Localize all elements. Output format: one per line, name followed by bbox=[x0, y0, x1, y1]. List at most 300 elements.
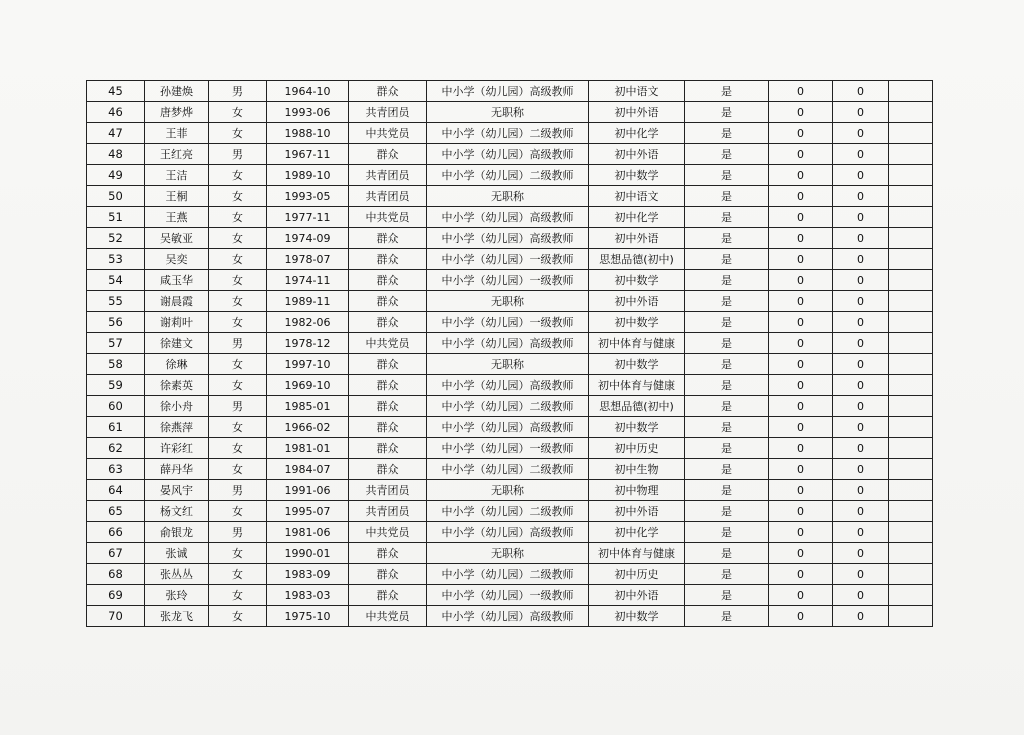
name-cell: 薛丹华 bbox=[145, 459, 209, 480]
count-b-cell: 0 bbox=[833, 375, 889, 396]
count-a-cell: 0 bbox=[769, 438, 833, 459]
birth-date-cell: 1983-09 bbox=[267, 564, 349, 585]
count-b-cell: 0 bbox=[833, 207, 889, 228]
gender-cell: 男 bbox=[209, 333, 267, 354]
seq-cell: 54 bbox=[87, 270, 145, 291]
table-row bbox=[87, 417, 933, 438]
seq-cell: 50 bbox=[87, 186, 145, 207]
count-b-cell: 0 bbox=[833, 396, 889, 417]
political-status-cell: 群众 bbox=[349, 375, 427, 396]
name-cell: 谢莉叶 bbox=[145, 312, 209, 333]
birth-date-cell: 1982-06 bbox=[267, 312, 349, 333]
political-status-cell: 群众 bbox=[349, 396, 427, 417]
flag-cell: 是 bbox=[685, 564, 769, 585]
blank-cell bbox=[889, 270, 933, 291]
count-a-cell: 0 bbox=[769, 165, 833, 186]
birth-date-cell: 1984-07 bbox=[267, 459, 349, 480]
subject-cell: 初中化学 bbox=[589, 207, 685, 228]
name-cell: 俞银龙 bbox=[145, 522, 209, 543]
gender-cell: 男 bbox=[209, 522, 267, 543]
table-row bbox=[87, 123, 933, 144]
count-a-cell: 0 bbox=[769, 144, 833, 165]
table-row bbox=[87, 606, 933, 627]
title-cell: 中小学（幼儿园）二级教师 bbox=[427, 501, 589, 522]
title-cell: 中小学（幼儿园）高级教师 bbox=[427, 417, 589, 438]
table-row bbox=[87, 459, 933, 480]
count-a-cell: 0 bbox=[769, 585, 833, 606]
gender-cell: 男 bbox=[209, 480, 267, 501]
birth-date-cell: 1988-10 bbox=[267, 123, 349, 144]
subject-cell: 初中外语 bbox=[589, 585, 685, 606]
count-b-cell: 0 bbox=[833, 165, 889, 186]
birth-date-cell: 1978-12 bbox=[267, 333, 349, 354]
title-cell: 中小学（幼儿园）二级教师 bbox=[427, 459, 589, 480]
flag-cell: 是 bbox=[685, 123, 769, 144]
table-row bbox=[87, 270, 933, 291]
birth-date-cell: 1985-01 bbox=[267, 396, 349, 417]
name-cell: 徐琳 bbox=[145, 354, 209, 375]
birth-date-cell: 1978-07 bbox=[267, 249, 349, 270]
blank-cell bbox=[889, 354, 933, 375]
blank-cell bbox=[889, 207, 933, 228]
gender-cell: 女 bbox=[209, 102, 267, 123]
count-a-cell: 0 bbox=[769, 102, 833, 123]
seq-cell: 63 bbox=[87, 459, 145, 480]
seq-cell: 69 bbox=[87, 585, 145, 606]
seq-cell: 55 bbox=[87, 291, 145, 312]
name-cell: 吴奕 bbox=[145, 249, 209, 270]
political-status-cell: 群众 bbox=[349, 459, 427, 480]
title-cell: 无职称 bbox=[427, 354, 589, 375]
political-status-cell: 群众 bbox=[349, 585, 427, 606]
blank-cell bbox=[889, 459, 933, 480]
seq-cell: 70 bbox=[87, 606, 145, 627]
birth-date-cell: 1997-10 bbox=[267, 354, 349, 375]
blank-cell bbox=[889, 438, 933, 459]
flag-cell: 是 bbox=[685, 375, 769, 396]
title-cell: 中小学（幼儿园）高级教师 bbox=[427, 144, 589, 165]
subject-cell: 初中数学 bbox=[589, 270, 685, 291]
gender-cell: 女 bbox=[209, 249, 267, 270]
count-b-cell: 0 bbox=[833, 102, 889, 123]
count-a-cell: 0 bbox=[769, 228, 833, 249]
blank-cell bbox=[889, 249, 933, 270]
count-b-cell: 0 bbox=[833, 270, 889, 291]
count-a-cell: 0 bbox=[769, 81, 833, 102]
title-cell: 无职称 bbox=[427, 291, 589, 312]
political-status-cell: 群众 bbox=[349, 291, 427, 312]
seq-cell: 48 bbox=[87, 144, 145, 165]
flag-cell: 是 bbox=[685, 501, 769, 522]
political-status-cell: 中共党员 bbox=[349, 123, 427, 144]
seq-cell: 45 bbox=[87, 81, 145, 102]
table-row bbox=[87, 333, 933, 354]
gender-cell: 女 bbox=[209, 459, 267, 480]
political-status-cell: 群众 bbox=[349, 564, 427, 585]
roster-body bbox=[87, 81, 933, 627]
political-status-cell: 共青团员 bbox=[349, 480, 427, 501]
subject-cell: 初中体育与健康 bbox=[589, 543, 685, 564]
subject-cell: 初中外语 bbox=[589, 501, 685, 522]
count-a-cell: 0 bbox=[769, 564, 833, 585]
blank-cell bbox=[889, 81, 933, 102]
birth-date-cell: 1964-10 bbox=[267, 81, 349, 102]
title-cell: 无职称 bbox=[427, 543, 589, 564]
name-cell: 吴敏亚 bbox=[145, 228, 209, 249]
seq-cell: 56 bbox=[87, 312, 145, 333]
flag-cell: 是 bbox=[685, 186, 769, 207]
birth-date-cell: 1989-11 bbox=[267, 291, 349, 312]
political-status-cell: 共青团员 bbox=[349, 102, 427, 123]
name-cell: 许彩红 bbox=[145, 438, 209, 459]
subject-cell: 初中历史 bbox=[589, 438, 685, 459]
gender-cell: 女 bbox=[209, 207, 267, 228]
political-status-cell: 群众 bbox=[349, 354, 427, 375]
subject-cell: 思想品德(初中) bbox=[589, 396, 685, 417]
subject-cell: 初中数学 bbox=[589, 417, 685, 438]
subject-cell: 初中化学 bbox=[589, 123, 685, 144]
table-row bbox=[87, 312, 933, 333]
blank-cell bbox=[889, 312, 933, 333]
subject-cell: 初中历史 bbox=[589, 564, 685, 585]
flag-cell: 是 bbox=[685, 459, 769, 480]
blank-cell bbox=[889, 186, 933, 207]
blank-cell bbox=[889, 564, 933, 585]
blank-cell bbox=[889, 375, 933, 396]
political-status-cell: 群众 bbox=[349, 312, 427, 333]
blank-cell bbox=[889, 522, 933, 543]
subject-cell: 初中数学 bbox=[589, 165, 685, 186]
name-cell: 张龙飞 bbox=[145, 606, 209, 627]
blank-cell bbox=[889, 606, 933, 627]
title-cell: 中小学（幼儿园）一级教师 bbox=[427, 438, 589, 459]
table-row bbox=[87, 480, 933, 501]
title-cell: 中小学（幼儿园）高级教师 bbox=[427, 228, 589, 249]
count-b-cell: 0 bbox=[833, 333, 889, 354]
subject-cell: 初中数学 bbox=[589, 354, 685, 375]
count-b-cell: 0 bbox=[833, 606, 889, 627]
table-row bbox=[87, 501, 933, 522]
flag-cell: 是 bbox=[685, 606, 769, 627]
name-cell: 咸玉华 bbox=[145, 270, 209, 291]
count-b-cell: 0 bbox=[833, 522, 889, 543]
name-cell: 王桐 bbox=[145, 186, 209, 207]
table-row bbox=[87, 543, 933, 564]
birth-date-cell: 1975-10 bbox=[267, 606, 349, 627]
title-cell: 中小学（幼儿园）一级教师 bbox=[427, 249, 589, 270]
seq-cell: 57 bbox=[87, 333, 145, 354]
gender-cell: 女 bbox=[209, 312, 267, 333]
table-row bbox=[87, 354, 933, 375]
flag-cell: 是 bbox=[685, 312, 769, 333]
blank-cell bbox=[889, 585, 933, 606]
blank-cell bbox=[889, 333, 933, 354]
name-cell: 王红亮 bbox=[145, 144, 209, 165]
flag-cell: 是 bbox=[685, 438, 769, 459]
count-a-cell: 0 bbox=[769, 333, 833, 354]
gender-cell: 男 bbox=[209, 144, 267, 165]
seq-cell: 68 bbox=[87, 564, 145, 585]
count-a-cell: 0 bbox=[769, 186, 833, 207]
seq-cell: 58 bbox=[87, 354, 145, 375]
blank-cell bbox=[889, 165, 933, 186]
seq-cell: 64 bbox=[87, 480, 145, 501]
subject-cell: 初中体育与健康 bbox=[589, 333, 685, 354]
flag-cell: 是 bbox=[685, 396, 769, 417]
gender-cell: 女 bbox=[209, 228, 267, 249]
count-b-cell: 0 bbox=[833, 438, 889, 459]
title-cell: 中小学（幼儿园）二级教师 bbox=[427, 396, 589, 417]
blank-cell bbox=[889, 228, 933, 249]
title-cell: 无职称 bbox=[427, 102, 589, 123]
gender-cell: 女 bbox=[209, 606, 267, 627]
count-a-cell: 0 bbox=[769, 354, 833, 375]
title-cell: 中小学（幼儿园）一级教师 bbox=[427, 585, 589, 606]
count-b-cell: 0 bbox=[833, 249, 889, 270]
name-cell: 张玲 bbox=[145, 585, 209, 606]
gender-cell: 女 bbox=[209, 438, 267, 459]
subject-cell: 初中外语 bbox=[589, 228, 685, 249]
flag-cell: 是 bbox=[685, 228, 769, 249]
count-a-cell: 0 bbox=[769, 522, 833, 543]
blank-cell bbox=[889, 291, 933, 312]
teacher-roster-table bbox=[86, 80, 933, 627]
title-cell: 中小学（幼儿园）高级教师 bbox=[427, 522, 589, 543]
subject-cell: 初中数学 bbox=[589, 606, 685, 627]
flag-cell: 是 bbox=[685, 249, 769, 270]
count-b-cell: 0 bbox=[833, 585, 889, 606]
flag-cell: 是 bbox=[685, 102, 769, 123]
birth-date-cell: 1995-07 bbox=[267, 501, 349, 522]
flag-cell: 是 bbox=[685, 165, 769, 186]
table-row bbox=[87, 144, 933, 165]
gender-cell: 女 bbox=[209, 270, 267, 291]
flag-cell: 是 bbox=[685, 417, 769, 438]
count-a-cell: 0 bbox=[769, 501, 833, 522]
political-status-cell: 共青团员 bbox=[349, 501, 427, 522]
title-cell: 中小学（幼儿园）高级教师 bbox=[427, 606, 589, 627]
seq-cell: 65 bbox=[87, 501, 145, 522]
blank-cell bbox=[889, 543, 933, 564]
gender-cell: 男 bbox=[209, 396, 267, 417]
count-a-cell: 0 bbox=[769, 459, 833, 480]
count-a-cell: 0 bbox=[769, 417, 833, 438]
count-b-cell: 0 bbox=[833, 417, 889, 438]
birth-date-cell: 1977-11 bbox=[267, 207, 349, 228]
political-status-cell: 群众 bbox=[349, 543, 427, 564]
name-cell: 孙建焕 bbox=[145, 81, 209, 102]
count-a-cell: 0 bbox=[769, 312, 833, 333]
subject-cell: 初中外语 bbox=[589, 144, 685, 165]
political-status-cell: 中共党员 bbox=[349, 606, 427, 627]
subject-cell: 初中物理 bbox=[589, 480, 685, 501]
count-b-cell: 0 bbox=[833, 501, 889, 522]
name-cell: 徐燕萍 bbox=[145, 417, 209, 438]
table-row bbox=[87, 585, 933, 606]
seq-cell: 61 bbox=[87, 417, 145, 438]
subject-cell: 初中语文 bbox=[589, 81, 685, 102]
seq-cell: 60 bbox=[87, 396, 145, 417]
birth-date-cell: 1989-10 bbox=[267, 165, 349, 186]
count-a-cell: 0 bbox=[769, 480, 833, 501]
count-b-cell: 0 bbox=[833, 354, 889, 375]
gender-cell: 女 bbox=[209, 585, 267, 606]
blank-cell bbox=[889, 501, 933, 522]
title-cell: 中小学（幼儿园）二级教师 bbox=[427, 564, 589, 585]
political-status-cell: 群众 bbox=[349, 417, 427, 438]
count-a-cell: 0 bbox=[769, 606, 833, 627]
table-row bbox=[87, 228, 933, 249]
subject-cell: 初中数学 bbox=[589, 312, 685, 333]
table-row bbox=[87, 81, 933, 102]
table-row bbox=[87, 186, 933, 207]
seq-cell: 53 bbox=[87, 249, 145, 270]
name-cell: 张诚 bbox=[145, 543, 209, 564]
gender-cell: 女 bbox=[209, 123, 267, 144]
title-cell: 中小学（幼儿园）高级教师 bbox=[427, 333, 589, 354]
count-a-cell: 0 bbox=[769, 543, 833, 564]
table-row bbox=[87, 396, 933, 417]
seq-cell: 46 bbox=[87, 102, 145, 123]
name-cell: 谢晨霞 bbox=[145, 291, 209, 312]
flag-cell: 是 bbox=[685, 354, 769, 375]
gender-cell: 女 bbox=[209, 291, 267, 312]
title-cell: 中小学（幼儿园）高级教师 bbox=[427, 81, 589, 102]
title-cell: 中小学（幼儿园）一级教师 bbox=[427, 270, 589, 291]
gender-cell: 女 bbox=[209, 417, 267, 438]
political-status-cell: 群众 bbox=[349, 144, 427, 165]
count-b-cell: 0 bbox=[833, 543, 889, 564]
blank-cell bbox=[889, 480, 933, 501]
name-cell: 晏风宇 bbox=[145, 480, 209, 501]
table-row bbox=[87, 522, 933, 543]
flag-cell: 是 bbox=[685, 270, 769, 291]
subject-cell: 初中生物 bbox=[589, 459, 685, 480]
name-cell: 徐小舟 bbox=[145, 396, 209, 417]
seq-cell: 51 bbox=[87, 207, 145, 228]
subject-cell: 初中体育与健康 bbox=[589, 375, 685, 396]
gender-cell: 男 bbox=[209, 81, 267, 102]
name-cell: 王洁 bbox=[145, 165, 209, 186]
flag-cell: 是 bbox=[685, 81, 769, 102]
birth-date-cell: 1991-06 bbox=[267, 480, 349, 501]
count-b-cell: 0 bbox=[833, 81, 889, 102]
flag-cell: 是 bbox=[685, 543, 769, 564]
political-status-cell: 群众 bbox=[349, 438, 427, 459]
political-status-cell: 中共党员 bbox=[349, 207, 427, 228]
political-status-cell: 群众 bbox=[349, 81, 427, 102]
blank-cell bbox=[889, 123, 933, 144]
count-b-cell: 0 bbox=[833, 228, 889, 249]
gender-cell: 女 bbox=[209, 375, 267, 396]
title-cell: 中小学（幼儿园）高级教师 bbox=[427, 375, 589, 396]
political-status-cell: 群众 bbox=[349, 228, 427, 249]
table-row bbox=[87, 564, 933, 585]
count-b-cell: 0 bbox=[833, 480, 889, 501]
gender-cell: 女 bbox=[209, 501, 267, 522]
count-a-cell: 0 bbox=[769, 291, 833, 312]
blank-cell bbox=[889, 144, 933, 165]
gender-cell: 女 bbox=[209, 186, 267, 207]
table-row bbox=[87, 375, 933, 396]
name-cell: 唐梦烨 bbox=[145, 102, 209, 123]
birth-date-cell: 1983-03 bbox=[267, 585, 349, 606]
name-cell: 杨文红 bbox=[145, 501, 209, 522]
flag-cell: 是 bbox=[685, 333, 769, 354]
count-a-cell: 0 bbox=[769, 270, 833, 291]
flag-cell: 是 bbox=[685, 522, 769, 543]
title-cell: 中小学（幼儿园）二级教师 bbox=[427, 123, 589, 144]
title-cell: 无职称 bbox=[427, 480, 589, 501]
gender-cell: 女 bbox=[209, 165, 267, 186]
subject-cell: 初中化学 bbox=[589, 522, 685, 543]
political-status-cell: 群众 bbox=[349, 249, 427, 270]
birth-date-cell: 1974-09 bbox=[267, 228, 349, 249]
count-b-cell: 0 bbox=[833, 186, 889, 207]
subject-cell: 初中外语 bbox=[589, 291, 685, 312]
table-row bbox=[87, 249, 933, 270]
seq-cell: 67 bbox=[87, 543, 145, 564]
table-row bbox=[87, 165, 933, 186]
seq-cell: 52 bbox=[87, 228, 145, 249]
name-cell: 王燕 bbox=[145, 207, 209, 228]
blank-cell bbox=[889, 417, 933, 438]
birth-date-cell: 1967-11 bbox=[267, 144, 349, 165]
seq-cell: 49 bbox=[87, 165, 145, 186]
birth-date-cell: 1981-06 bbox=[267, 522, 349, 543]
flag-cell: 是 bbox=[685, 291, 769, 312]
gender-cell: 女 bbox=[209, 543, 267, 564]
name-cell: 徐建文 bbox=[145, 333, 209, 354]
table-row bbox=[87, 207, 933, 228]
flag-cell: 是 bbox=[685, 207, 769, 228]
name-cell: 徐素英 bbox=[145, 375, 209, 396]
political-status-cell: 共青团员 bbox=[349, 186, 427, 207]
political-status-cell: 群众 bbox=[349, 270, 427, 291]
birth-date-cell: 1993-05 bbox=[267, 186, 349, 207]
seq-cell: 47 bbox=[87, 123, 145, 144]
birth-date-cell: 1974-11 bbox=[267, 270, 349, 291]
title-cell: 中小学（幼儿园）一级教师 bbox=[427, 312, 589, 333]
birth-date-cell: 1993-06 bbox=[267, 102, 349, 123]
subject-cell: 初中外语 bbox=[589, 102, 685, 123]
count-b-cell: 0 bbox=[833, 291, 889, 312]
title-cell: 中小学（幼儿园）高级教师 bbox=[427, 207, 589, 228]
subject-cell: 初中语文 bbox=[589, 186, 685, 207]
table-row bbox=[87, 102, 933, 123]
blank-cell bbox=[889, 102, 933, 123]
count-b-cell: 0 bbox=[833, 123, 889, 144]
count-a-cell: 0 bbox=[769, 123, 833, 144]
birth-date-cell: 1990-01 bbox=[267, 543, 349, 564]
birth-date-cell: 1966-02 bbox=[267, 417, 349, 438]
count-a-cell: 0 bbox=[769, 375, 833, 396]
seq-cell: 62 bbox=[87, 438, 145, 459]
blank-cell bbox=[889, 396, 933, 417]
birth-date-cell: 1969-10 bbox=[267, 375, 349, 396]
seq-cell: 66 bbox=[87, 522, 145, 543]
count-b-cell: 0 bbox=[833, 312, 889, 333]
gender-cell: 女 bbox=[209, 354, 267, 375]
birth-date-cell: 1981-01 bbox=[267, 438, 349, 459]
subject-cell: 思想品德(初中) bbox=[589, 249, 685, 270]
political-status-cell: 中共党员 bbox=[349, 333, 427, 354]
flag-cell: 是 bbox=[685, 144, 769, 165]
count-a-cell: 0 bbox=[769, 396, 833, 417]
count-a-cell: 0 bbox=[769, 207, 833, 228]
table-row bbox=[87, 438, 933, 459]
name-cell: 张丛丛 bbox=[145, 564, 209, 585]
